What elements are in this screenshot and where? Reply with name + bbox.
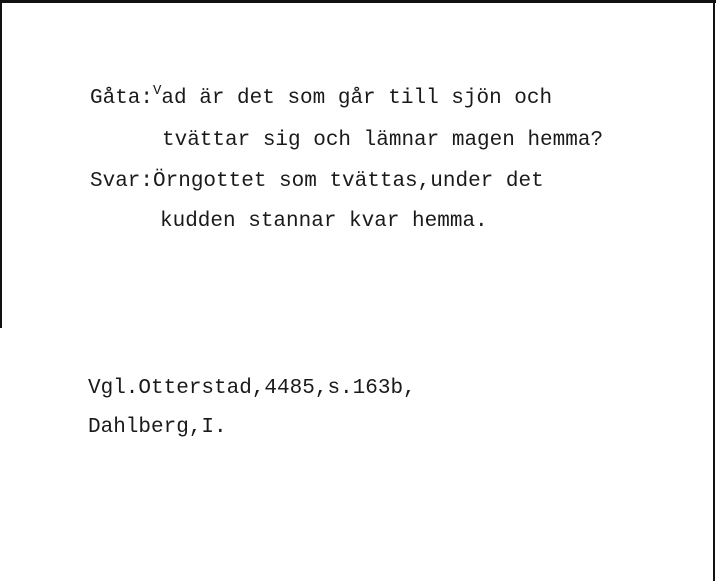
riddle-text-1: ad är det som går till sjön och <box>161 87 553 110</box>
card-border-top <box>0 0 716 3</box>
riddle-initial: V <box>153 83 162 99</box>
source-reference: Vgl.Otterstad,4485,s.163b, <box>88 377 416 400</box>
riddle-line-1 <box>90 83 553 113</box>
answer-line-2: kudden stannar kvar hemma. <box>160 210 488 233</box>
collector-name: Dahlberg,I. <box>88 416 227 439</box>
card-border-left <box>0 0 2 328</box>
answer-text-1: Örngottet som tvättas,under det <box>153 170 544 193</box>
riddle-line-2: tvättar sig och lämnar magen hemma? <box>162 129 604 152</box>
answer-line-1 <box>90 169 544 195</box>
riddle-label: Gåta: <box>90 87 154 110</box>
card-border-right <box>713 0 715 581</box>
answer-label: Svar: <box>90 170 154 193</box>
